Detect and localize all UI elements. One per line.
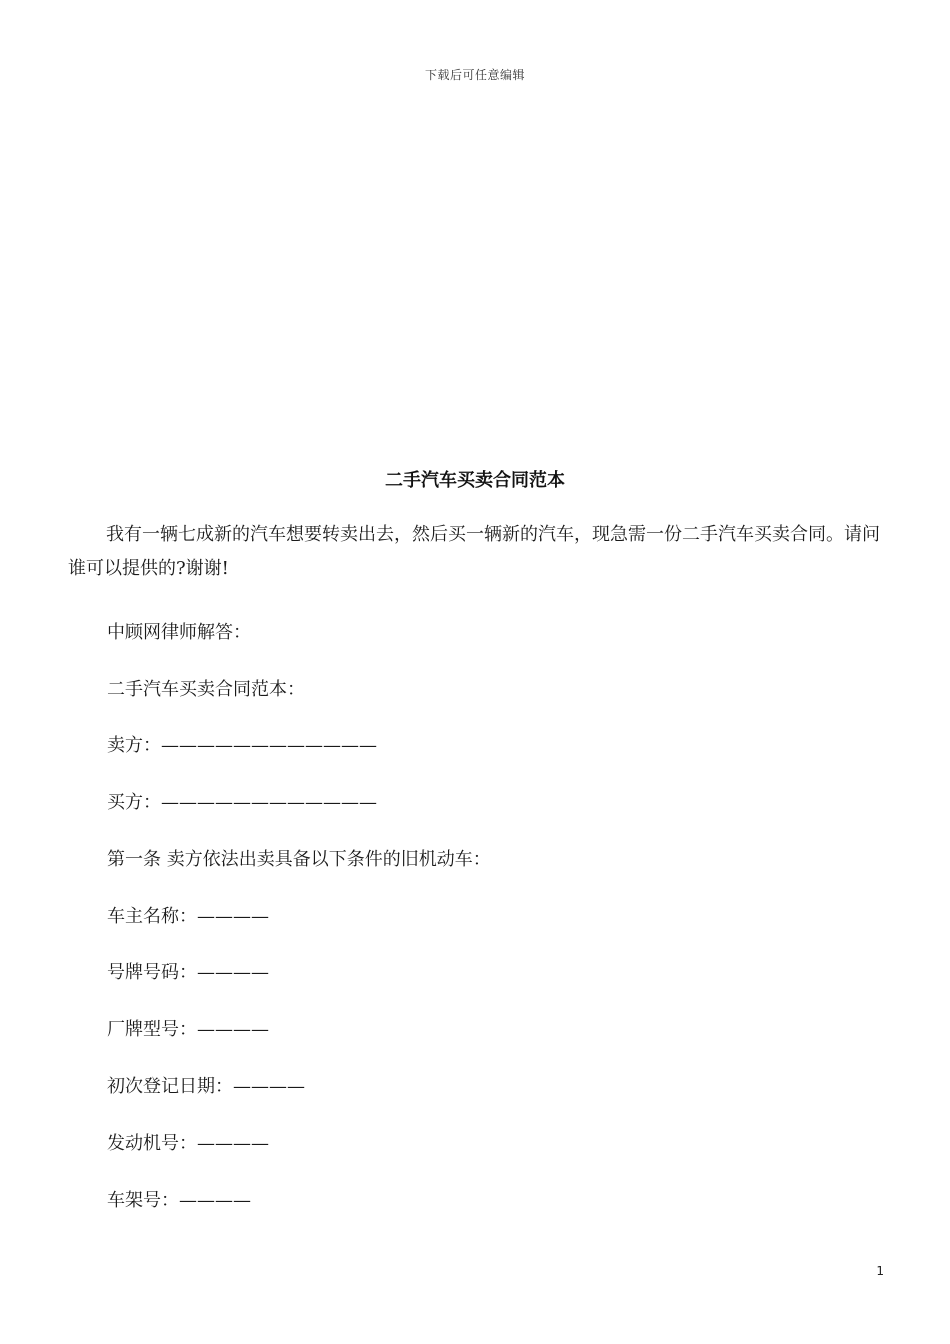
frame-number-field: 车架号：————	[107, 1190, 251, 1211]
lawyer-answer-label: 中顾网律师解答：	[107, 622, 251, 643]
page-number: 1	[876, 1264, 884, 1278]
header-note: 下载后可任意编辑	[424, 68, 525, 82]
buyer-field: 买方：————————————	[107, 792, 377, 813]
contract-template-label: 二手汽车买卖合同范本：	[107, 679, 305, 700]
brand-model-field: 厂牌型号：————	[107, 1019, 269, 1040]
owner-name-field: 车主名称：————	[107, 906, 269, 927]
document-title: 二手汽车买卖合同范本	[385, 470, 565, 491]
plate-number-field: 号牌号码：————	[107, 962, 269, 983]
seller-field: 卖方：————————————	[107, 735, 377, 756]
article-one: 第一条 卖方依法出卖具备以下条件的旧机动车：	[107, 849, 491, 870]
intro-paragraph: 我有一辆七成新的汽车想要转卖出去，然后买一辆新的汽车，现急需一份二手汽车买卖合同。请问谁可以提供的?谢谢!	[68, 524, 880, 579]
engine-number-field: 发动机号：————	[107, 1133, 269, 1154]
first-registration-date-field: 初次登记日期：————	[107, 1076, 305, 1097]
